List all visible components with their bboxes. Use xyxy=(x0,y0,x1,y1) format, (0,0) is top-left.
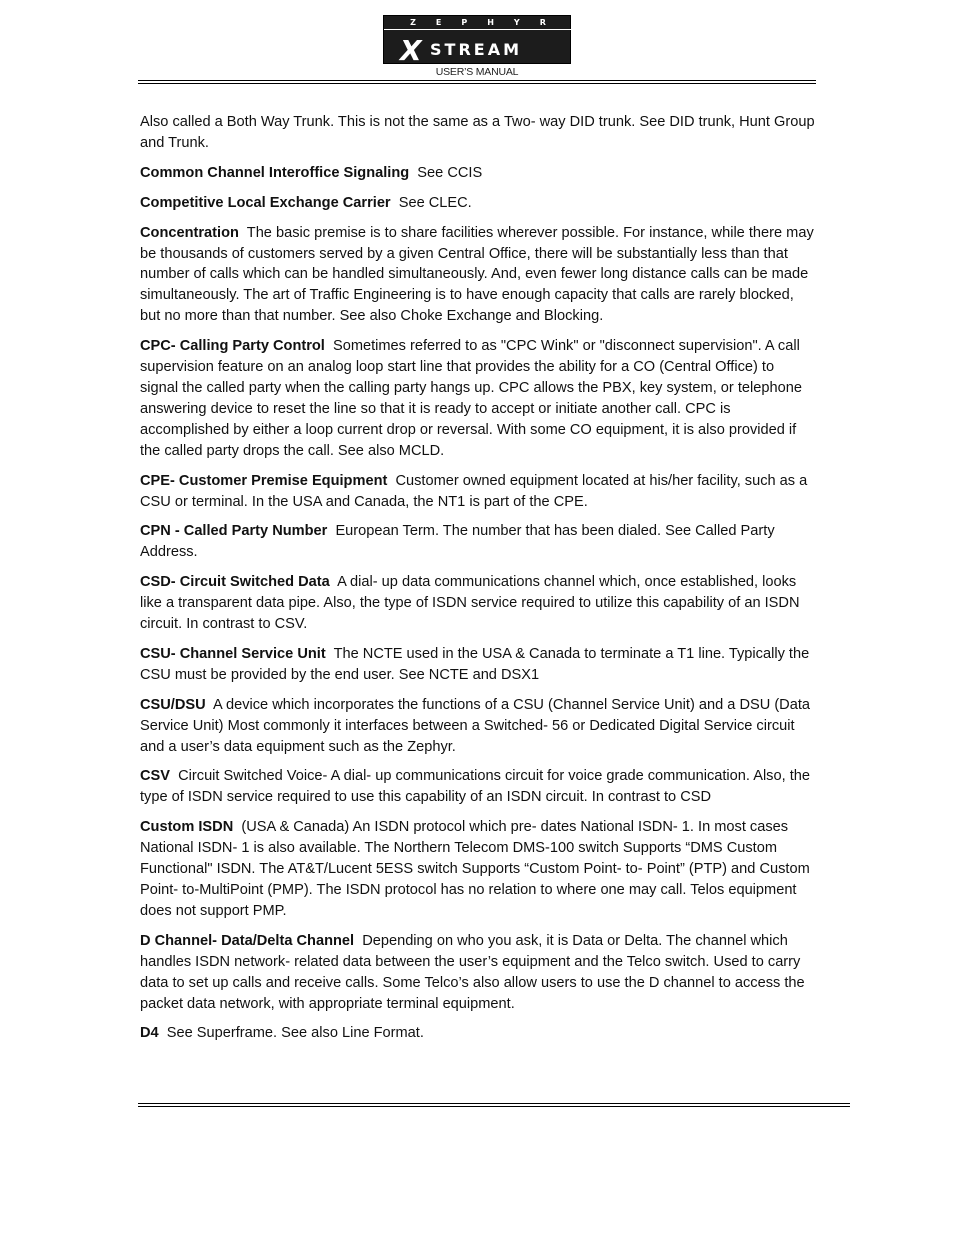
glossary-term: CPC- Calling Party Control xyxy=(140,338,325,355)
glossary-term: CSV xyxy=(140,768,171,785)
glossary-entry xyxy=(140,1023,816,1044)
glossary-entry xyxy=(140,471,816,513)
glossary-definition: A device which incorporates the functions of a CSU (Channel Service Unit) and a DSU (Data Service Unit) Most commonly it interfaces between a Switched- 56 or Dedicated Digital Service circuit and a user’s data equipment such as the Zephyr. xyxy=(140,696,811,755)
glossary-term: Common Channel Interoffice Signaling xyxy=(140,164,410,181)
glossary-term: CPN - Called Party Number xyxy=(140,523,328,540)
glossary-entry xyxy=(140,572,816,635)
glossary-definition: See CLEC. xyxy=(398,194,472,211)
glossary-term: Custom ISDN xyxy=(140,819,234,836)
glossary-definition: The basic premise is to share facilities wherever possible. For instance, while there may be thousands of customers served by a given Central Office, there will be substantially less than that number of calls which can be handled simultaneously. And, even fewer long distance calls can be made simultaneously. The art of Traffic Engineering is to have enough capacity that calls are rarely blocked, but no more than that number. See also Choke Exchange and Blocking. xyxy=(140,224,814,325)
glossary-entry xyxy=(140,336,816,461)
zephyr-xstream-logo xyxy=(383,15,571,67)
logo-wordmark xyxy=(400,34,560,67)
glossary-term: Concentration xyxy=(140,224,239,241)
glossary-definition: Also called a Both Way Trunk. This is not the same as a Two- way DID trunk. See DID trunk, Hunt Group and Trunk. xyxy=(140,114,815,151)
glossary-definition: Depending on who you ask, it is Data or Delta. The channel which handles ISDN network- related data between the user’s equipment and the Telco switch. Used to carry data to set up calls and receive calls. Some Telco’s also allow users to use the D channel to access the packet data network, with appropriate terminal equipment. xyxy=(140,932,805,1012)
glossary-entry xyxy=(140,817,816,922)
glossary-definition: European Term. The number that has been dialed. See Called Party Address. xyxy=(140,523,775,561)
glossary-term: CSU/DSU xyxy=(140,696,206,713)
glossary-definition: The NCTE used in the USA & Canada to terminate a T1 line. Typically the CSU must be provided by the end user. See NCTE and DSX1 xyxy=(140,645,810,683)
footer-rule xyxy=(138,1103,850,1107)
manual-label: USER’S MANUAL xyxy=(435,66,519,78)
glossary-definition: A dial- up data communications channel which, once established, looks like a transparent data pipe. Also, the type of ISDN service required to utilize this capability of an ISDN circuit. In contrast to CSV. xyxy=(140,574,800,633)
glossary-term: CSU- Channel Service Unit xyxy=(140,645,326,662)
glossary-entry xyxy=(140,163,816,184)
header-rule xyxy=(138,80,816,84)
glossary-definition: (USA & Canada) An ISDN protocol which pre- dates National ISDN- 1. In most cases National ISDN- 1 is also available. The Northern Telecom DMS-100 switch Supports “DMS Custom Functional" ISDN. The AT&T/Lucent 5ESS switch Supports “Custom Point- to- Point” (PTP) and Custom Point- to-MultiPoint (PMP). The ISDN protocol has no relation to where one may call. Telos equipment does not support PMP. xyxy=(140,819,810,919)
glossary-content xyxy=(140,112,816,1053)
page-header xyxy=(0,0,954,90)
glossary-definition: See CCIS xyxy=(417,164,483,181)
logo-x-glyph: X xyxy=(400,34,422,67)
glossary-term: Competitive Local Exchange Carrier xyxy=(140,194,391,211)
glossary-entry xyxy=(140,193,816,214)
logo-word: STREAM xyxy=(430,40,522,59)
glossary-definition: See Superframe. See also Line Format. xyxy=(166,1025,424,1042)
glossary-definition: Circuit Switched Voice- A dial- up communications circuit for voice grade communication. Also, the type of ISDN service required to use this capability of an ISDN circuit. In contrast to CSD xyxy=(140,768,810,806)
glossary-term: D Channel- Data/Delta Channel xyxy=(140,932,355,949)
glossary-definition: Customer owned equipment located at his/her facility, such as a CSU or terminal. In the USA and Canada, the NT1 is part of the CPE. xyxy=(140,472,808,510)
glossary-entry xyxy=(140,766,816,808)
glossary-entry xyxy=(140,521,816,563)
glossary-entry xyxy=(140,112,816,154)
glossary-term: CPE- Customer Premise Equipment xyxy=(140,472,388,489)
glossary-entry xyxy=(140,931,816,1015)
logo-top-text: ZEPHYR xyxy=(410,18,566,27)
glossary-term: D4 xyxy=(140,1025,159,1042)
logo-divider xyxy=(384,29,572,30)
glossary-entry xyxy=(140,223,816,328)
glossary-term: CSD- Circuit Switched Data xyxy=(140,574,330,591)
glossary-entry xyxy=(140,644,816,686)
glossary-entry xyxy=(140,695,816,758)
glossary-definition: Sometimes referred to as "CPC Wink" or "disconnect supervision". A call supervision feature on an analog loop start line that provides the ability for a CO (Central Office) to signal the called party when the calling party hangs up. CPC allows the PBX, key system, or telephone answering device to reset the line so that it is ready to accept or initiate another call. CPC is accomplished by either a loop current drop or reversal. With some CO equipment, it is also provided if the called party drops the call. See also MCLD. xyxy=(140,338,802,459)
